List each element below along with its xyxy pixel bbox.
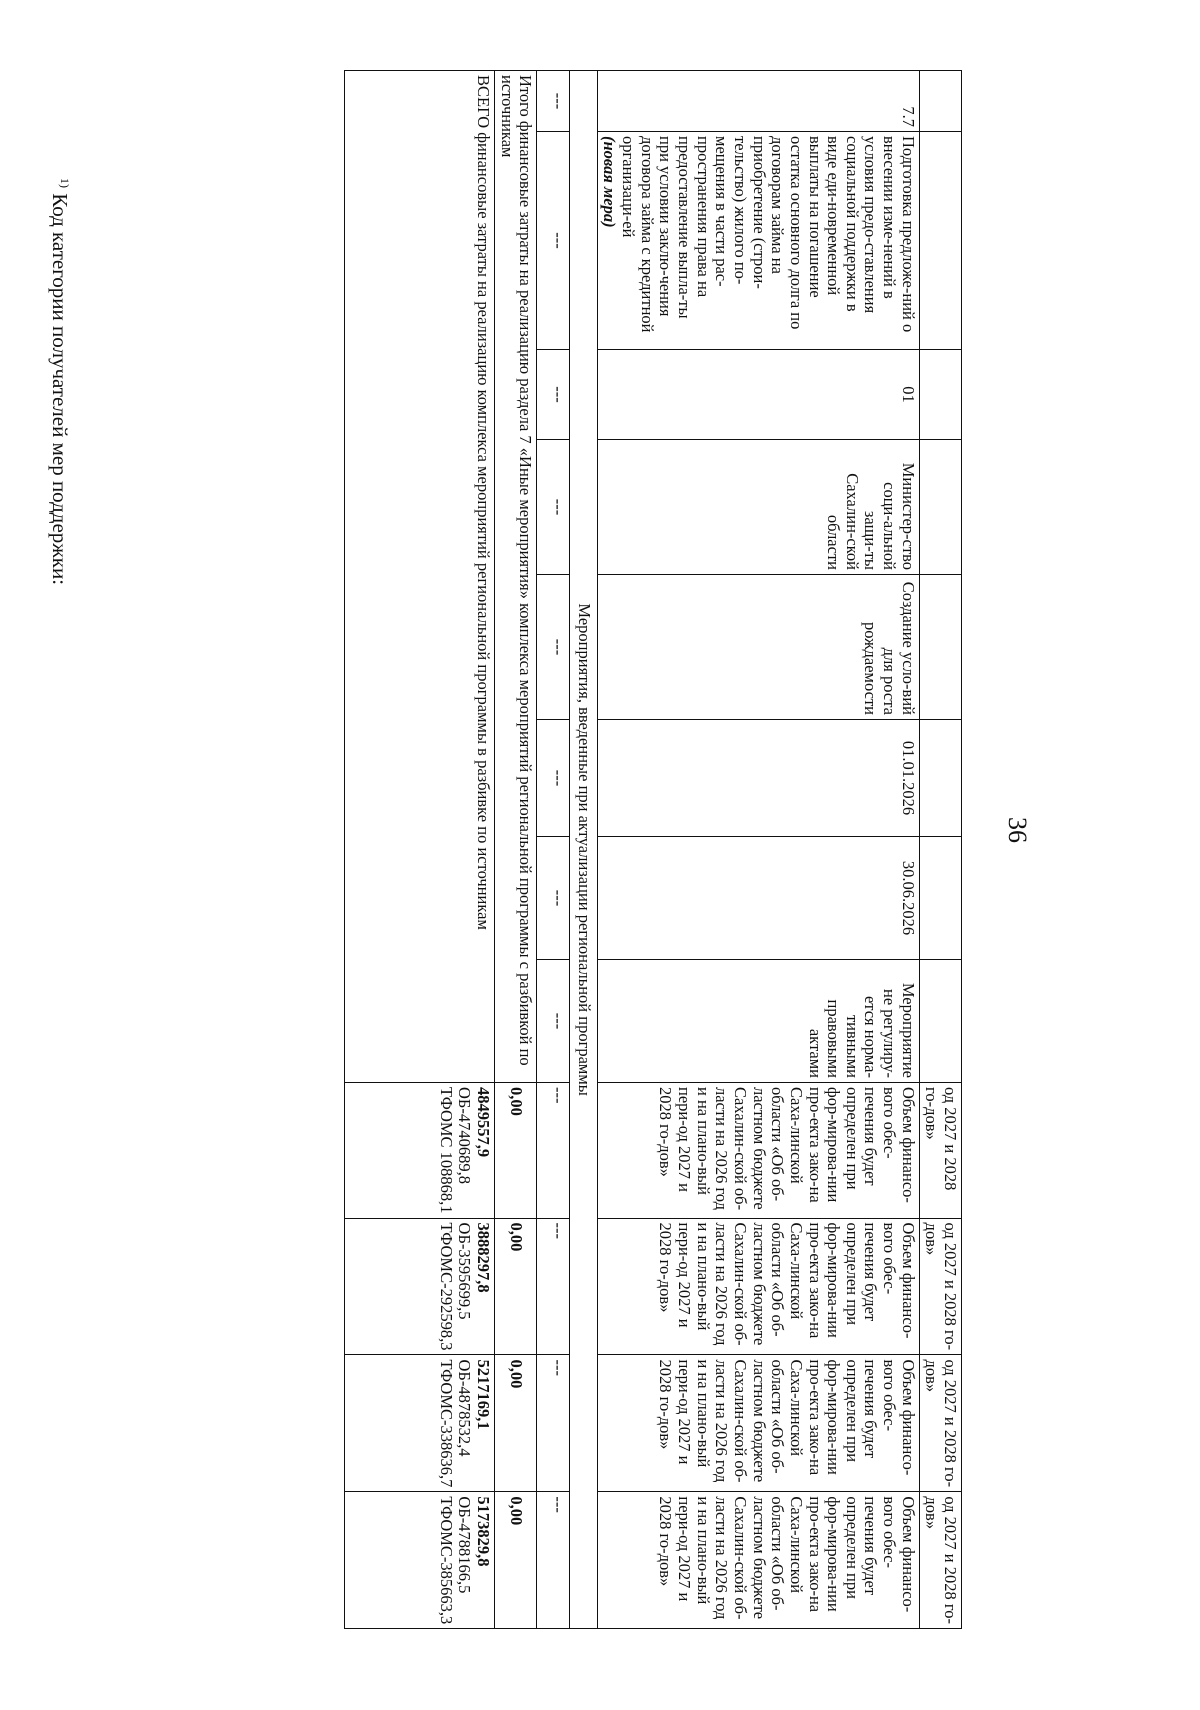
funding-2028: Объем финансо-вого обес-печения будет определен при фор-мирова-нии про-екта зако-на Саха-линской области «Об об-ластном бюджете Сахалин-ской об-ласти на 2026 год и на плано-вый пери-од 2027 и 2028 го-дов» (597, 1492, 919, 1629)
itogo-row (494, 71, 536, 1629)
ob-value: ОБ-4740689,8 (455, 1087, 475, 1185)
cell-funding-tail: од 2027 и 2028 го-дов» (919, 1218, 961, 1355)
total-value: 5217169,1 (473, 1359, 493, 1430)
cell-empty (919, 837, 961, 960)
dash-cell: --- (537, 71, 570, 132)
dash-cell: --- (537, 440, 570, 575)
total-2026 (344, 1218, 494, 1355)
executor: Министер-ство соци-альной защи-ты Сахалин-ской области (597, 440, 919, 575)
total-2028 (344, 1492, 494, 1629)
tfoms-value: ТФОМС 108868,1 (436, 1087, 456, 1214)
cell-empty (919, 132, 961, 350)
dash-cell: --- (537, 1355, 570, 1492)
table-row-continued-header (919, 71, 961, 1629)
cell-funding-tail: од 2027 и 2028 го-дов» (919, 1083, 961, 1219)
end-date: 30.06.2026 (597, 837, 919, 960)
section-header-row (570, 71, 598, 1629)
itogo-label: Итого финансовые затраты на реализацию раздела 7 «Иные мероприятия» комплекса мероприятий региональной программы с разбивкой по источникам (494, 71, 536, 1083)
cell-empty (919, 960, 961, 1083)
dash-cell: --- (537, 1083, 570, 1219)
measures-table (344, 70, 962, 1629)
cell-empty (919, 350, 961, 440)
tfoms-value: ТФОМС-338636,7 (436, 1359, 456, 1488)
ob-value: ОБ-4788166,5 (455, 1496, 475, 1594)
dash-cell: --- (537, 350, 570, 440)
dash-cell: --- (537, 132, 570, 350)
ob-value: ОБ-3595699,5 (455, 1222, 475, 1320)
total-value: 3888297,8 (473, 1222, 493, 1293)
page-number: 36 (1003, 817, 1032, 843)
measure-name-cell (597, 132, 919, 350)
funding-2025: Объем финансо-вого обес-печения будет определен при фор-мирова-нии про-екта зако-на Саха-линской области «Об об-ластном бюджете Сахалин-ской об-ласти на 2026 год и на плано-вый пери-од 2027 и 2028 го-дов» (597, 1083, 919, 1219)
cell-empty (919, 440, 961, 575)
table-row-7-7 (597, 71, 919, 1629)
dash-row (537, 71, 570, 1629)
dash-cell: --- (537, 960, 570, 1083)
itogo-value: 0,00 (494, 1492, 536, 1629)
cell-funding-tail: од 2027 и 2028 го-дов» (919, 1492, 961, 1629)
start-date: 01.01.2026 (597, 720, 919, 837)
footnote (47, 178, 72, 585)
section-header: Мероприятия, введенные при актуализации региональной программы (570, 71, 598, 1629)
cell-empty (919, 575, 961, 720)
total-2025 (344, 1083, 494, 1219)
vsego-label: ВСЕГО финансовые затраты на реализацию комплекса мероприятий региональной программы в разбивке по источникам (344, 71, 494, 1083)
total-value: 5173829,8 (473, 1496, 493, 1567)
itogo-value: 0,00 (494, 1083, 536, 1219)
tfoms-value: ТФОМС-385663,3 (436, 1496, 456, 1625)
vsego-row (344, 71, 494, 1629)
measure-name: Подготовка предложе-ний о внесении изме-нений в условия предо-ставления социальной поддержки в виде еди-новременной выплаты на погашение остатка основного долга по договорам займа на приобретение (строи-тельство) жилого по-мещения в части рас-пространения права на предоставление выпла-ты при условии заклю-чения договора займа с кредитной организаци-ей (619, 136, 918, 333)
itogo-value: 0,00 (494, 1218, 536, 1355)
ob-value: ОБ-4878532,4 (455, 1359, 475, 1457)
total-2027 (344, 1355, 494, 1492)
dash-cell: --- (537, 837, 570, 960)
cell-empty (919, 71, 961, 132)
measure-note: (новая мера) (600, 136, 620, 228)
dash-cell: --- (537, 575, 570, 720)
itogo-value: 0,00 (494, 1355, 536, 1492)
goal: Создание усло-вий для роста рождаемости (597, 575, 919, 720)
funding-2026: Объем финансо-вого обес-печения будет определен при фор-мирова-нии про-екта зако-на Саха-линской области «Об об-ластном бюджете Сахалин-ской об-ласти на 2026 год и на плано-вый пери-од 2027 и 2028 го-дов» (597, 1218, 919, 1355)
dash-cell: --- (537, 1218, 570, 1355)
recipient-code: 01 (597, 350, 919, 440)
tfoms-value: ТФОМС-292598,3 (436, 1222, 456, 1351)
funding-2027: Объем финансо-вого обес-печения будет определен при фор-мирова-нии про-екта зако-на Саха-линской области «Об об-ластном бюджете Сахалин-ской об-ласти на 2026 год и на плано-вый пери-од 2027 и 2028 го-дов» (597, 1355, 919, 1492)
dash-cell: --- (537, 1492, 570, 1629)
measure-number: 7.7 (597, 71, 919, 132)
regulation: Мероприятие не регулиру-ется норма-тивными правовыми актами (597, 960, 919, 1083)
cell-funding-tail: од 2027 и 2028 го-дов» (919, 1355, 961, 1492)
footnote-text: Код категории получателей мер поддержки: (48, 193, 72, 586)
footnote-mark: 1) (58, 178, 72, 188)
cell-empty (919, 720, 961, 837)
dash-cell: --- (537, 720, 570, 837)
total-value: 4849557,9 (473, 1087, 493, 1158)
